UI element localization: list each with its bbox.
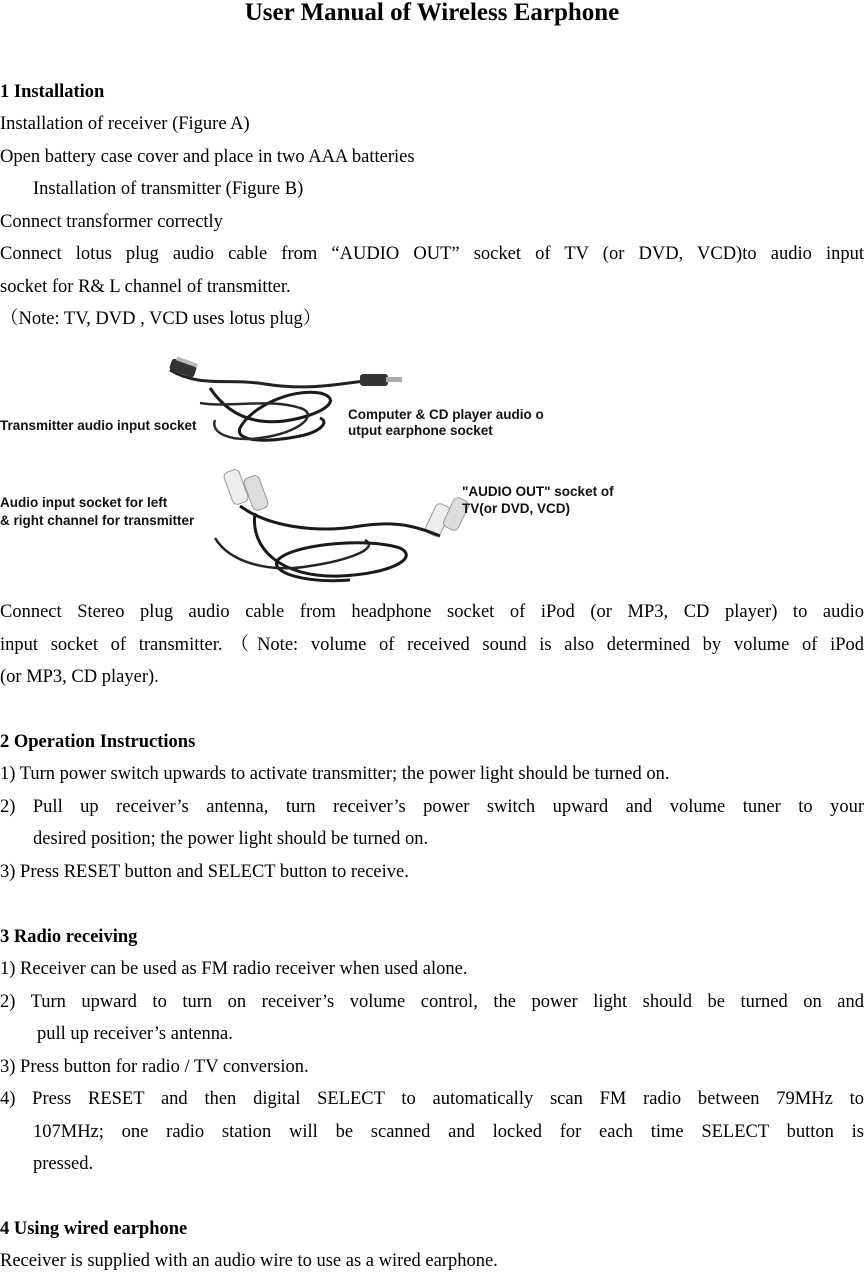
rca-cable-image xyxy=(215,468,470,580)
text-line: Installation of transmitter (Figure B) xyxy=(33,179,304,199)
label-transmitter-input: Transmitter audio input socket xyxy=(0,418,197,433)
list-item: 4) Press RESET and then digital SELECT to automatically scan FM radio between 79MHz to xyxy=(0,1089,864,1109)
text-line: (or MP3, CD player). xyxy=(0,667,159,687)
text-line: Receiver is supplied with an audio wire to use as a wired earphone. xyxy=(0,1251,498,1271)
list-item-continued: desired position; the power light should be turned on. xyxy=(33,829,429,849)
list-item: 3) Press RESET button and SELECT button to receive. xyxy=(0,862,409,882)
cable-figure xyxy=(0,348,700,588)
section-heading-wired: 4 Using wired earphone xyxy=(0,1219,188,1239)
text-line: Connect transformer correctly xyxy=(0,212,223,232)
label-audio-input: Audio input socket for left xyxy=(0,495,168,510)
section-heading-operation: 2 Operation Instructions xyxy=(0,732,196,752)
text-line: Connect lotus plug audio cable from “AUDIO OUT” socket of TV (or DVD, VCD)to audio input xyxy=(0,244,864,264)
list-item: 1) Receiver can be used as FM radio receiver when used alone. xyxy=(0,959,468,979)
label-computer-output-2: utput earphone socket xyxy=(348,423,493,438)
label-computer-output: Computer & CD player audio o xyxy=(348,407,544,422)
text-line: Installation of receiver (Figure A) xyxy=(0,114,250,134)
text-line: Open battery case cover and place in two AAA batteries xyxy=(0,147,415,167)
text-line: input socket of transmitter.（Note: volume of received sound is also determined by volume of iPod xyxy=(0,635,864,655)
note-line: （Note: TV, DVD , VCD uses lotus plug） xyxy=(0,309,322,329)
text-line: socket for R& L channel of transmitter. xyxy=(0,277,291,297)
section-heading-installation: 1 Installation xyxy=(0,82,105,102)
list-item: 3) Press button for radio / TV conversion. xyxy=(0,1057,309,1077)
page-title: User Manual of Wireless Earphone xyxy=(244,0,620,26)
label-audio-out: "AUDIO OUT" socket of xyxy=(462,484,614,499)
text-line: Connect Stereo plug audio cable from headphone socket of iPod (or MP3, CD player) to audio xyxy=(0,602,864,622)
label-audio-out-2: TV(or DVD, VCD) xyxy=(462,501,570,516)
list-item-continued: pressed. xyxy=(33,1154,94,1174)
section-heading-radio: 3 Radio receiving xyxy=(0,927,138,947)
list-item: 1) Turn power switch upwards to activate transmitter; the power light should be turned on. xyxy=(0,764,670,784)
list-item-continued: pull up receiver’s antenna. xyxy=(37,1024,233,1044)
label-audio-input-2: & right channel for transmitter xyxy=(0,513,195,528)
list-item-continued: 107MHz; one radio station will be scanned and locked for each time SELECT button is xyxy=(33,1122,864,1142)
list-item: 2) Pull up receiver’s antenna, turn receiver’s power switch upward and volume tuner to your xyxy=(0,797,864,817)
list-item: 2) Turn upward to turn on receiver’s volume control, the power light should be turned on and xyxy=(0,992,864,1012)
